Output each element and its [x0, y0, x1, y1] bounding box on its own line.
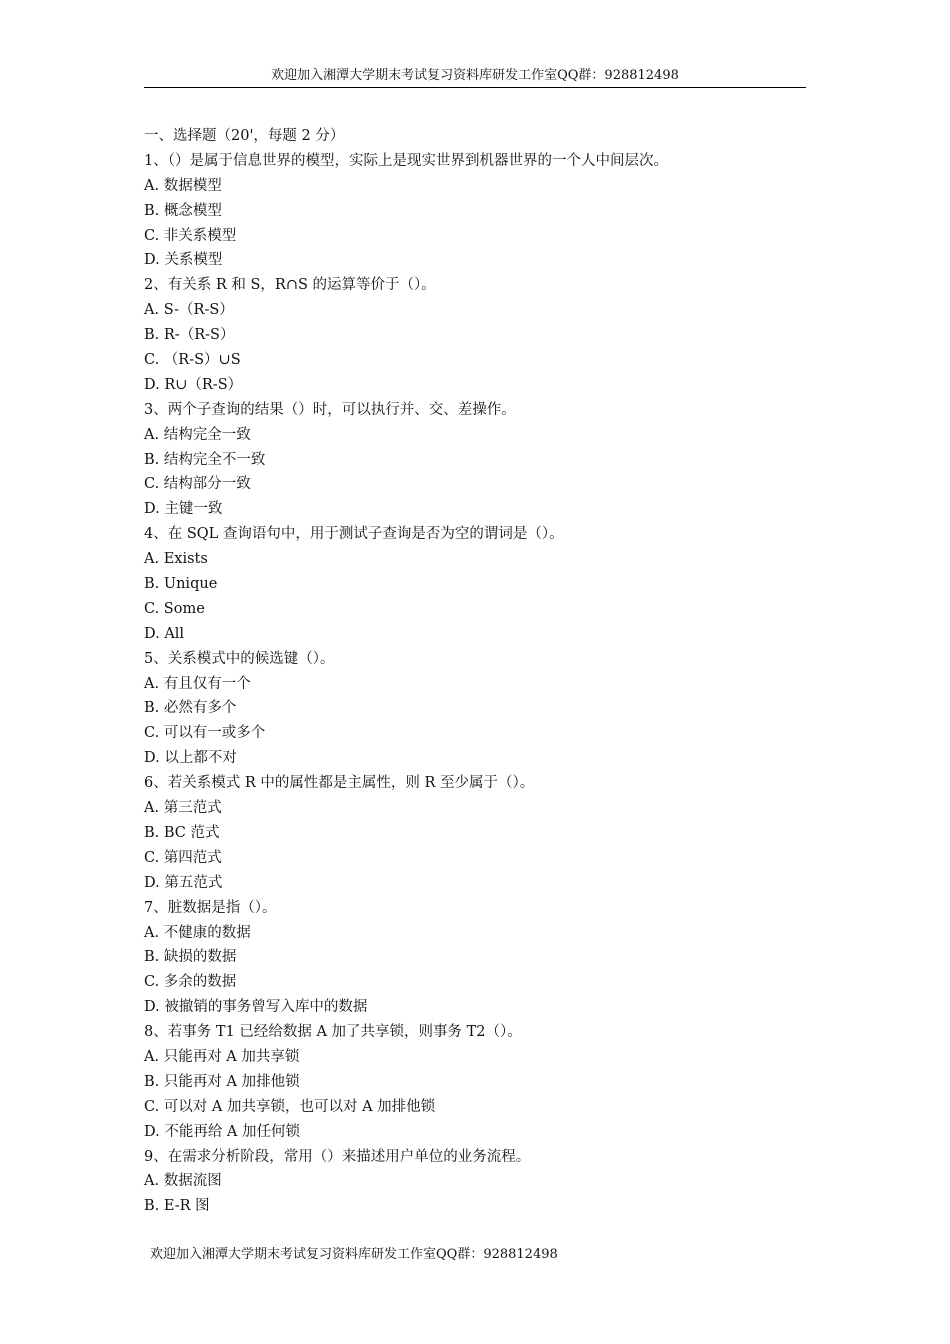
option-c: C. 非关系模型 — [144, 227, 237, 244]
option-c: C. 多余的数据 — [144, 974, 237, 991]
option-b: B. E-R 图 — [144, 1198, 210, 1215]
option-a: A. Exists — [144, 551, 208, 568]
question-2 — [144, 273, 824, 397]
question-6 — [144, 771, 824, 895]
option-b: B. R-（R-S） — [144, 327, 235, 344]
document-body — [144, 124, 824, 1219]
option-a: A. 只能再对 A 加共享锁 — [144, 1048, 300, 1065]
option-b: B. 缺损的数据 — [144, 949, 237, 966]
option-b: B. 结构完全不一致 — [144, 451, 266, 468]
page-footer: 欢迎加入湘潭大学期末考试复习资料库研发工作室QQ群：928812498 — [150, 1247, 558, 1262]
option-c: C. Some — [144, 600, 205, 617]
option-a: A. 结构完全一致 — [144, 426, 251, 443]
option-d: D. 不能再给 A 加任何锁 — [144, 1123, 301, 1140]
option-a: A. 数据流图 — [144, 1173, 222, 1190]
option-b: B. 必然有多个 — [144, 700, 237, 717]
option-a: A. 第三范式 — [144, 800, 222, 817]
question-stem: 2、有关系 R 和 S，R∩S 的运算等价于（）。 — [144, 277, 436, 294]
page-header: 欢迎加入湘潭大学期末考试复习资料库研发工作室QQ群：928812498 — [144, 66, 806, 88]
option-a: A. S-（R-S） — [144, 302, 234, 319]
option-d: D. 主键一致 — [144, 501, 223, 518]
question-9 — [144, 1145, 824, 1220]
option-d: D. 以上都不对 — [144, 750, 237, 767]
option-a: A. 有且仅有一个 — [144, 675, 251, 692]
option-a: A. 数据模型 — [144, 177, 222, 194]
option-c: C. 第四范式 — [144, 849, 222, 866]
option-d: D. All — [144, 625, 185, 642]
question-stem: 7、脏数据是指（）。 — [144, 899, 277, 916]
question-stem: 4、在 SQL 查询语句中，用于测试子查询是否为空的谓词是（）。 — [144, 526, 564, 543]
section-title: 一、选择题（20'，每题 2 分） — [144, 128, 345, 144]
option-c: C. 可以有一或多个 — [144, 725, 266, 742]
option-b: B. BC 范式 — [144, 824, 220, 841]
option-b: B. Unique — [144, 576, 218, 593]
option-d: D. 被撤销的事务曾写入库中的数据 — [144, 999, 368, 1016]
question-stem: 9、在需求分析阶段，常用（）来描述用户单位的业务流程。 — [144, 1148, 531, 1165]
question-stem: 8、若事务 T1 已经给数据 A 加了共享锁，则事务 T2（）。 — [144, 1024, 522, 1041]
question-stem: 3、两个子查询的结果（）时，可以执行并、交、差操作。 — [144, 401, 516, 418]
option-b: B. 只能再对 A 加排他锁 — [144, 1073, 300, 1090]
option-a: A. 不健康的数据 — [144, 924, 251, 941]
option-c: C. 可以对 A 加共享锁，也可以对 A 加排他锁 — [144, 1098, 436, 1115]
option-c: C. （R-S）∪S — [144, 352, 241, 369]
option-d: D. 第五范式 — [144, 874, 223, 891]
question-8 — [144, 1020, 824, 1144]
question-3 — [144, 398, 824, 522]
question-5 — [144, 647, 824, 771]
question-stem: 1、（）是属于信息世界的模型，实际上是现实世界到机器世界的一个人中间层次。 — [144, 152, 668, 169]
question-stem: 5、关系模式中的候选键（）。 — [144, 650, 335, 667]
question-1 — [144, 149, 824, 273]
option-c: C. 结构部分一致 — [144, 476, 251, 493]
question-7 — [144, 896, 824, 1020]
question-4 — [144, 522, 824, 646]
option-b: B. 概念模型 — [144, 202, 222, 219]
question-stem: 6、若关系模式 R 中的属性都是主属性，则 R 至少属于（）。 — [144, 775, 535, 792]
option-d: D. 关系模型 — [144, 252, 223, 269]
option-d: D. R∪（R-S） — [144, 376, 243, 393]
